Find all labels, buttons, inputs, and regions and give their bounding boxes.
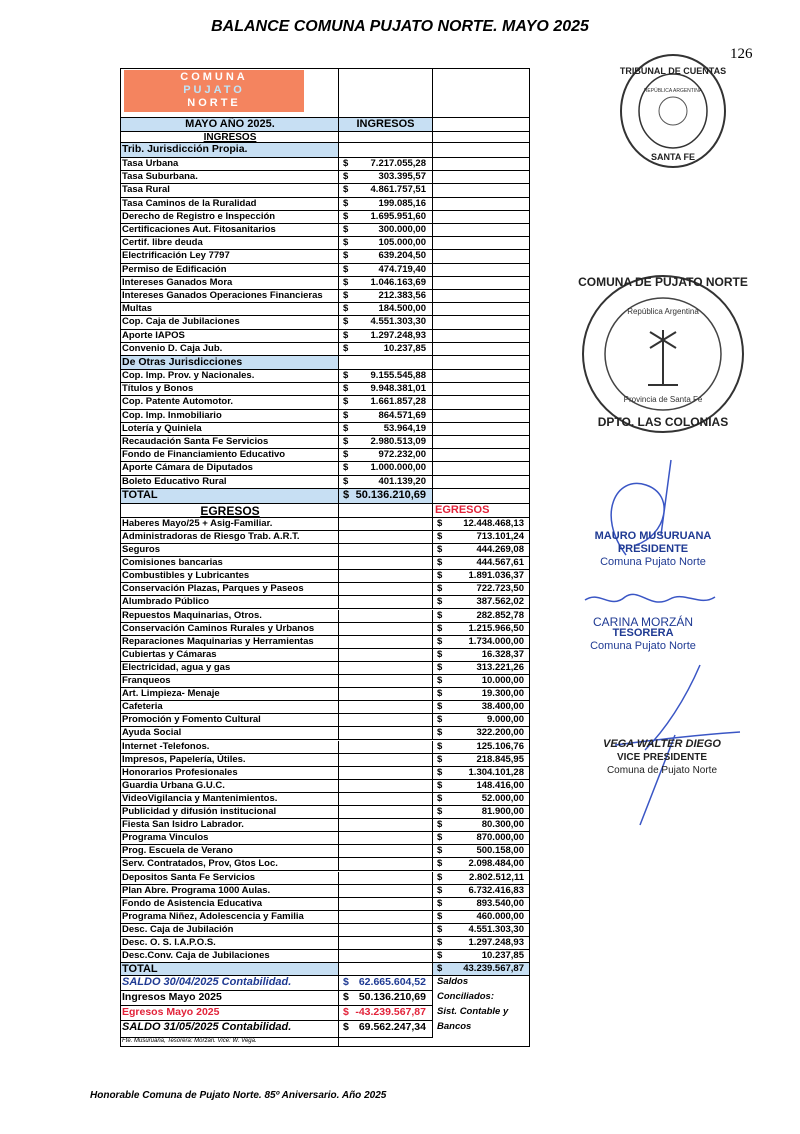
- egresos-amount: 387.562,02: [476, 596, 524, 608]
- otras-currency: $: [343, 370, 349, 381]
- comuna-seal-bottom: DPTO. LAS COLONIAS: [597, 415, 729, 429]
- propia-label: Tasa Suburbana.: [122, 171, 198, 183]
- propia-label: Aporte IAPOS: [122, 329, 185, 341]
- propia-label: Convenio D. Caja Jub.: [122, 342, 223, 354]
- propia-label: Derecho de Registro e Inspección: [122, 210, 276, 222]
- egresos-currency: $: [437, 884, 443, 896]
- egresos-label: Internet -Telefonos.: [122, 740, 210, 752]
- egresos-currency: $: [437, 648, 443, 660]
- egresos-amount: 893.540,00: [476, 897, 524, 909]
- egresos-amount: 52.000,00: [481, 792, 524, 804]
- egresos-amount: 38.400,00: [481, 701, 524, 713]
- propia-label: Certificaciones Aut. Fitosanitarios: [122, 224, 276, 235]
- egresos-label: Combustibles y Lubricantes: [122, 570, 250, 582]
- windmill-icon: [648, 330, 678, 385]
- total-ingresos-amount: 50.136.210,69: [355, 488, 426, 501]
- otras-currency: $: [343, 409, 349, 421]
- tribunal-seal-bottom: SANTA FE: [651, 152, 695, 162]
- page-number: 126: [730, 46, 753, 62]
- propia-currency: $: [343, 237, 349, 249]
- egresos-label: Fiesta San Isidro Labrador.: [122, 819, 244, 831]
- egresos-label: Guardia Urbana G.U.C.: [122, 779, 225, 791]
- propia-label: Cop. Caja de Jubilaciones: [122, 316, 240, 328]
- egresos-label: VideoVigilancia y Mantenimientos.: [122, 792, 278, 804]
- propia-currency: $: [343, 197, 349, 209]
- summary-amount: -43.239.567,87: [355, 1006, 426, 1019]
- egresos-col-label: EGRESOS: [435, 503, 490, 516]
- egresos-label: Alumbrado Público: [122, 596, 210, 608]
- egresos-currency: $: [437, 675, 443, 686]
- egresos-amount: 1.891.036,37: [468, 570, 524, 582]
- otras-currency: $: [343, 383, 349, 395]
- egresos-amount: 460.000,00: [476, 910, 524, 922]
- egresos-label: Programa Niñez, Adolescencia y Familia: [122, 910, 304, 922]
- propia-amount: 474.719,40: [378, 263, 426, 275]
- otras-label: Títulos y Bonos: [122, 383, 194, 395]
- propia-currency: $: [343, 210, 349, 222]
- egresos-label: Promoción y Fomento Cultural: [122, 714, 261, 726]
- egresos-amount: 2.802.512,11: [469, 871, 524, 883]
- egresos-label: Conservación Caminos Rurales y Urbanos: [122, 622, 315, 634]
- summary-amount: 69.562.247,34: [358, 1021, 426, 1034]
- propia-amount: 639.204,50: [378, 250, 426, 262]
- otras-currency: $: [343, 475, 349, 487]
- egresos-currency: $: [437, 950, 443, 962]
- egresos-amount: 4.551.303,30: [468, 923, 524, 935]
- propia-label: Multas: [122, 303, 153, 315]
- egresos-label: Electricidad, agua y gas: [122, 661, 231, 673]
- egresos-currency: $: [437, 701, 443, 713]
- propia-amount: 105.000,00: [378, 237, 426, 249]
- table-border: [120, 68, 530, 1047]
- otras-amount: 401.139,20: [378, 475, 426, 487]
- egresos-currency: $: [437, 753, 443, 765]
- otras-currency: $: [343, 449, 349, 461]
- egresos-amount: 313.221,26: [476, 661, 524, 673]
- propia-label: Intereses Ganados Operaciones Financieras: [122, 290, 323, 301]
- sig1-name: MAURO MUSURUANA: [594, 530, 712, 542]
- propia-currency: $: [343, 263, 349, 275]
- egresos-currency: $: [437, 792, 443, 804]
- egresos-currency: $: [437, 871, 443, 883]
- egresos-amount: 1.734.000,00: [468, 635, 524, 647]
- otras-label: Cop. Patente Automotor.: [122, 396, 234, 408]
- summary-label: Ingresos Mayo 2025: [122, 991, 222, 1004]
- propia-amount: 300.000,00: [378, 224, 426, 235]
- propia-amount: 303.395,57: [378, 171, 426, 183]
- egresos-label: Administradoras de Riesgo Trab. A.R.T.: [122, 530, 300, 542]
- egresos-currency: $: [437, 819, 443, 831]
- propia-amount: 1.046.163,69: [370, 276, 426, 288]
- egresos-amount: 10.000,00: [481, 675, 524, 686]
- comuna-seal-inner: República Argentina: [627, 307, 699, 316]
- tribunal-seal-inner: REPÚBLICA ARGENTINA: [643, 88, 703, 94]
- egresos-amount: 722.723,50: [476, 583, 524, 595]
- propia-currency: $: [343, 329, 349, 341]
- egresos-label: Impresos, Papelería, Útiles.: [122, 753, 246, 765]
- sig3-org: Comuna de Pujato Norte: [606, 765, 718, 776]
- propia-currency: $: [343, 171, 349, 183]
- otras-amount: 2.980.513,09: [370, 436, 426, 447]
- egresos-currency: $: [437, 910, 443, 922]
- egresos-label: Seguros: [122, 544, 161, 555]
- egresos-label: Desc. O. S. I.A.P.O.S.: [122, 937, 216, 948]
- propia-label: Certif. libre deuda: [122, 237, 203, 249]
- propia-amount: 4.861.757,51: [370, 184, 426, 196]
- propia-currency: $: [343, 303, 349, 315]
- sig2-role: TESORERA: [612, 627, 674, 639]
- propia-amount: 10.237,85: [383, 342, 426, 354]
- egresos-label: Fondo de Asistencia Educativa: [122, 897, 263, 909]
- summary-amount: 62.665.604,52: [358, 976, 426, 989]
- otras-currency: $: [343, 396, 349, 408]
- footer-text: Honorable Comuna de Pujato Norte. 85º Aniversario. Año 2025: [90, 1090, 387, 1101]
- egresos-label: Comisiones bancarias: [122, 557, 223, 569]
- ingresos-sub-label: INGRESOS: [203, 132, 257, 142]
- summary-currency: $: [343, 976, 349, 989]
- signature-morzan: [580, 585, 720, 615]
- logo-line1: COMUNA: [124, 71, 304, 83]
- propia-currency: $: [343, 184, 349, 196]
- egresos-amount: 125.106,76: [476, 740, 524, 752]
- sig1-role: PRESIDENTE: [617, 543, 689, 555]
- propia-label: Permiso de Edificación: [122, 263, 227, 275]
- egresos-currency: $: [437, 740, 443, 752]
- propia-label: Tasa Urbana: [122, 158, 179, 169]
- propia-currency: $: [343, 224, 349, 235]
- egresos-label: Reparaciones Maquinarias y Herramientas: [122, 635, 314, 647]
- egresos-label: Ayuda Social: [122, 727, 182, 739]
- egresos-currency: $: [437, 766, 443, 778]
- egresos-label: EGRESOS: [200, 503, 260, 517]
- section-propia-label: Trib. Jurisdicción Propia.: [122, 143, 248, 155]
- otras-amount: 53.964,19: [383, 422, 426, 434]
- otras-label: Recaudación Santa Fe Servicios: [122, 436, 269, 447]
- otras-amount: 972.232,00: [378, 449, 426, 461]
- egresos-label: Repuestos Maquinarias, Otros.: [122, 609, 262, 621]
- summary-amount: 50.136.210,69: [358, 991, 426, 1004]
- propia-currency: $: [343, 290, 349, 301]
- sig2-name: CARINA MORZÁN: [592, 615, 693, 629]
- otras-amount: 9.155.545,88: [370, 370, 426, 381]
- otras-amount: 864.571,69: [378, 409, 426, 421]
- propia-amount: 199.085,16: [378, 197, 426, 209]
- sig3-role: VICE PRESIDENTE: [616, 752, 708, 763]
- egresos-amount: 870.000,00: [476, 832, 524, 844]
- egresos-currency: $: [437, 714, 443, 726]
- egresos-currency: $: [437, 661, 443, 673]
- otras-label: Cop. Imp. Inmobiliario: [122, 409, 222, 421]
- egresos-currency: $: [437, 622, 443, 634]
- egresos-amount: 1.215.966,50: [468, 622, 524, 634]
- egresos-currency: $: [437, 858, 443, 870]
- summary-currency: $: [343, 1006, 349, 1019]
- egresos-amount: 9.000,00: [487, 714, 524, 726]
- otras-label: Boleto Educativo Rural: [122, 475, 227, 487]
- egresos-amount: 500.158,00: [476, 845, 524, 857]
- propia-label: Tasa Caminos de la Ruralidad: [122, 197, 257, 209]
- egresos-label: Honorarios Profesionales: [122, 766, 238, 778]
- egresos-currency: $: [437, 845, 443, 857]
- egresos-currency: $: [437, 530, 443, 542]
- egresos-label: Conservación Plazas, Parques y Paseos: [122, 583, 304, 595]
- summary-label: SALDO 30/04/2025 Contabilidad.: [122, 976, 292, 989]
- egresos-amount: 16.328,37: [481, 648, 524, 660]
- egresos-label: Desc. Caja de Jubilación: [122, 923, 234, 935]
- egresos-amount: 148.416,00: [476, 779, 524, 791]
- otras-currency: $: [343, 436, 349, 447]
- otras-label: Cop. Imp. Prov. y Nacionales.: [122, 370, 255, 381]
- ingresos-col-label: INGRESOS: [356, 118, 415, 130]
- propia-amount: 1.297.248,93: [370, 329, 426, 341]
- egresos-currency: $: [437, 570, 443, 582]
- egresos-amount: 218.845,95: [476, 753, 524, 765]
- egresos-currency: $: [437, 897, 443, 909]
- propia-amount: 184.500,00: [378, 303, 426, 315]
- egresos-label: Plan Abre. Programa 1000 Aulas.: [122, 884, 271, 896]
- egresos-amount: 1.304.101,28: [468, 766, 524, 778]
- sig2-org: Comuna Pujato Norte: [590, 640, 696, 652]
- egresos-label: Serv. Contratados, Prov, Gtos Loc.: [122, 858, 278, 870]
- egresos-amount: 80.300,00: [481, 819, 524, 831]
- sig1-org: Comuna Pujato Norte: [600, 556, 706, 568]
- egresos-amount: 6.732.416,83: [468, 884, 524, 896]
- summary-currency: $: [343, 1021, 349, 1034]
- tribunal-seal: [618, 52, 728, 170]
- otras-label: Lotería y Quiniela: [122, 422, 202, 434]
- propia-amount: 212.383,56: [378, 290, 426, 301]
- otras-amount: 9.948.381,01: [370, 383, 426, 395]
- tribunal-seal-outer: TRIBUNAL DE CUENTAS: [619, 66, 727, 76]
- propia-amount: 7.217.055,28: [370, 158, 426, 169]
- egresos-label: Art. Limpieza- Menaje: [122, 688, 220, 700]
- egresos-label: Programa Vinculos: [122, 832, 209, 844]
- egresos-amount: 444.269,08: [476, 544, 524, 555]
- total-egresos-amount: 43.239.567,87: [463, 963, 524, 975]
- egresos-currency: $: [437, 727, 443, 739]
- egresos-amount: 322.200,00: [476, 727, 524, 739]
- egresos-currency: $: [437, 544, 443, 555]
- otras-currency: $: [343, 422, 349, 434]
- propia-label: Intereses Ganados Mora: [122, 276, 233, 288]
- propia-currency: $: [343, 276, 349, 288]
- egresos-amount: 713.101,24: [476, 530, 524, 542]
- egresos-currency: $: [437, 517, 443, 529]
- comuna-seal-outer: COMUNA DE PUJATO NORTE: [578, 275, 748, 289]
- propia-currency: $: [343, 158, 349, 169]
- egresos-label: Prog. Escuela de Verano: [122, 845, 233, 857]
- egresos-amount: 19.300,00: [481, 688, 524, 700]
- propia-currency: $: [343, 250, 349, 262]
- egresos-amount: 1.297.248,93: [468, 937, 524, 948]
- summary-label: SALDO 31/05/2025 Contabilidad.: [122, 1021, 292, 1034]
- total-egresos-currency: $: [437, 963, 443, 975]
- summary-label: Egresos Mayo 2025: [122, 1006, 220, 1019]
- egresos-currency: $: [437, 635, 443, 647]
- egresos-label: Franqueos: [122, 675, 171, 686]
- egresos-label: Haberes Mayo/25 + Asig-Familiar.: [122, 517, 273, 529]
- egresos-currency: $: [437, 779, 443, 791]
- sig3-name: VEGA WALTER DIEGO: [603, 738, 721, 750]
- total-egresos-label: TOTAL: [122, 963, 158, 976]
- egresos-amount: 12.448.468,13: [463, 517, 524, 529]
- egresos-currency: $: [437, 937, 443, 948]
- egresos-currency: $: [437, 609, 443, 621]
- total-ingresos-currency: $: [343, 488, 350, 501]
- egresos-label: Cubiertas y Cámaras: [122, 648, 217, 660]
- egresos-currency: $: [437, 583, 443, 595]
- summary-note: Bancos: [437, 1021, 472, 1033]
- otras-currency: $: [343, 462, 349, 474]
- firmas-note: Fte. Musuruana, Tesorera: Morzán. Vice: W. Vega.: [122, 1038, 257, 1045]
- egresos-currency: $: [437, 832, 443, 844]
- egresos-currency: $: [437, 923, 443, 935]
- propia-amount: 1.695.951,60: [370, 210, 426, 222]
- otras-label: Aporte Cámara de Diputados: [122, 462, 253, 474]
- summary-note: Sist. Contable y: [437, 1006, 509, 1018]
- otras-label: Fondo de Financiamiento Educativo: [122, 449, 286, 461]
- comuna-seal: [578, 270, 748, 438]
- propia-amount: 4.551.303,30: [370, 316, 426, 328]
- egresos-currency: $: [437, 688, 443, 700]
- propia-label: Tasa Rural: [122, 184, 170, 196]
- egresos-label: Depositos Santa Fe Servicios: [122, 871, 256, 883]
- comuna-seal-inner2: Provincia de Santa Fe: [623, 395, 703, 404]
- summary-note: Saldos: [437, 976, 469, 988]
- summary-note: Conciliados:: [437, 991, 495, 1003]
- page-title: BALANCE COMUNA PUJATO NORTE. MAYO 2025: [211, 18, 589, 35]
- egresos-amount: 444.567,61: [476, 557, 524, 569]
- month-label: MAYO AÑO 2025.: [185, 118, 275, 130]
- egresos-amount: 282.852,78: [476, 609, 524, 621]
- egresos-label: Cafeteria: [122, 701, 163, 713]
- egresos-label: Publicidad y difusión institucional: [122, 806, 277, 817]
- total-ingresos-label: TOTAL: [122, 488, 158, 501]
- propia-currency: $: [343, 316, 349, 328]
- egresos-amount: 2.098.484,00: [468, 858, 524, 870]
- balance-table: [120, 68, 530, 1053]
- egresos-amount: 10.237,85: [481, 950, 524, 962]
- summary-currency: $: [343, 991, 349, 1004]
- otras-amount: 1.661.857,28: [370, 396, 426, 408]
- otras-amount: 1.000.000,00: [370, 462, 426, 474]
- egresos-currency: $: [437, 557, 443, 569]
- egresos-currency: $: [437, 596, 443, 608]
- section-otras-label: De Otras Jurisdicciones: [122, 356, 243, 368]
- logo-line3: NORTE: [187, 97, 241, 109]
- propia-currency: $: [343, 342, 349, 354]
- propia-label: Electrificación Ley 7797: [122, 250, 230, 262]
- egresos-label: Desc.Conv. Caja de Jubilaciones: [122, 950, 270, 962]
- logo-line2: PUJATO: [183, 84, 245, 96]
- egresos-amount: 81.900,00: [481, 806, 524, 817]
- egresos-currency: $: [437, 806, 443, 817]
